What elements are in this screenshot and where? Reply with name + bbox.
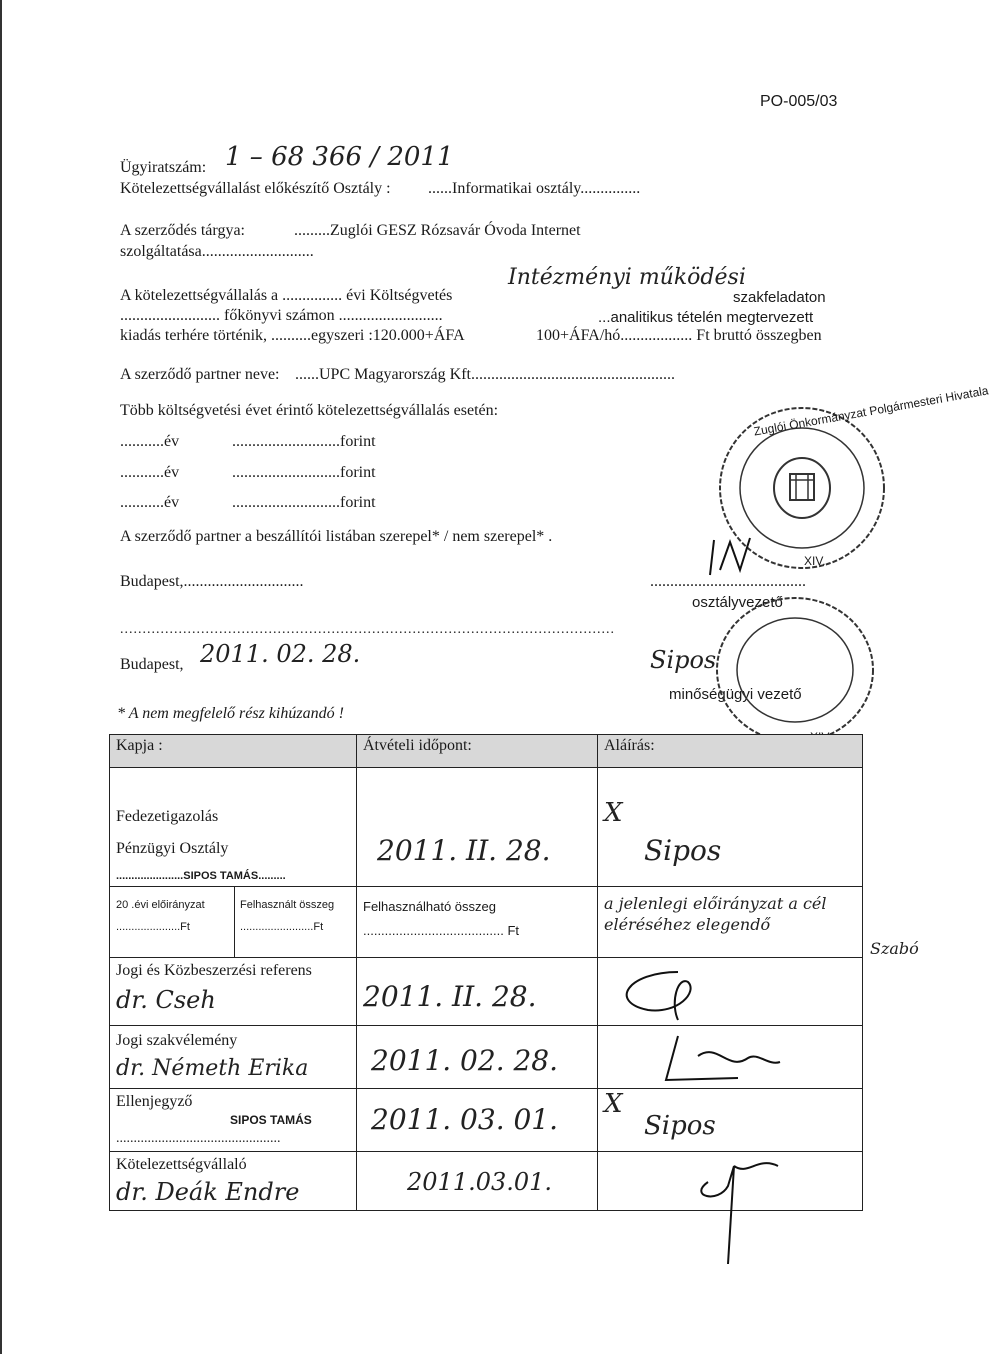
coverage-x-mark: X: [604, 798, 623, 828]
countersigner-signature: Sipos: [644, 1111, 716, 1141]
commitment-maker-date-handwritten: 2011.03.01.: [407, 1168, 553, 1196]
signature-scribble-icon: [688, 1146, 798, 1266]
quality-manager-caption: minőségügyi vezető: [669, 686, 802, 703]
left-margin-line: [0, 0, 2, 1354]
appropriation-ft: .....................Ft: [116, 921, 190, 933]
countersigner-name: SIPOS TAMÁS: [230, 1113, 312, 1127]
stamp-text: Zuglói Önkormányzat Polgármesteri Hivatala: [752, 383, 990, 439]
separator-dots: ..............................................................................................................: [120, 622, 615, 637]
multi-year-label: Több költségvetési évet érintő kötelezettségvállalás esetén:: [120, 402, 499, 419]
department-head-caption: osztályvezető: [692, 594, 783, 611]
commitment-line3: kiadás terhére történik, ..........egyszeri :120.000+ÁFA: [120, 327, 465, 344]
routing-table: [109, 734, 919, 1211]
col-header-signature: Aláírás:: [598, 735, 862, 767]
inner-divider: [234, 887, 235, 957]
used-amount-label: Felhasznált összeg: [240, 899, 335, 911]
available-amount-label: Felhasználható összeg: [363, 899, 496, 914]
countersigner-dots: ...............................................: [116, 1131, 281, 1146]
legal-opinion-signature: dr. Németh Erika: [116, 1056, 309, 1081]
coverage-label: Fedezetigazolás: [116, 808, 219, 825]
multi-year-row-year: ...........év: [120, 464, 180, 481]
finance-signature: Sipos: [644, 834, 722, 867]
signature-scribble-icon: [658, 1032, 788, 1084]
multi-year-row-year: ...........év: [120, 433, 180, 450]
commitment-line1-end: szakfeladaton: [733, 289, 826, 306]
commitment-line2-end: ...analitikus tételén megtervezett: [598, 309, 814, 326]
commitment-line3-end: 100+ÁFA/hó.................. Ft bruttó összegben: [536, 327, 822, 344]
document-code: PO-005/03: [760, 93, 838, 110]
used-amount-ft: ........................Ft: [240, 921, 324, 933]
multi-year-row-forint: ...........................forint: [232, 494, 376, 511]
procurement-referent-signature: dr. Cseh: [116, 986, 216, 1014]
signature-scribble-icon: [608, 962, 718, 1022]
legal-opinion-label: Jogi szakvélemény: [116, 1032, 238, 1049]
case-number-label: Ügyiratszám:: [120, 159, 207, 176]
signature-scribble-icon: [700, 530, 770, 580]
procurement-date-handwritten: 2011. II. 28.: [363, 980, 537, 1013]
multi-year-row-forint: ...........................forint: [232, 464, 376, 481]
countersigner-x-mark: X: [604, 1089, 623, 1119]
finance-dept-label: Pénzügyi Osztály: [116, 840, 229, 857]
partner-value: ......UPC Magyarország Kft...................................................: [295, 366, 675, 383]
col-header-recipient: Kapja :: [110, 735, 356, 767]
department-head-signature-line: .......................................: [650, 573, 806, 590]
appropriation-note-handwritten: a jelenlegi előirányzat a cél eléréséhez elegendő: [604, 894, 827, 934]
multi-year-row-forint: ...........................forint: [232, 433, 376, 450]
commitment-line2: ......................... főkönyvi számon ..........................: [120, 307, 443, 324]
preparing-department-label: Kötelezettségvállalást előkészítő Osztály :: [120, 180, 391, 197]
appropriation-note-signature: Szabó: [870, 939, 919, 958]
budapest-date-2-label: Budapest,: [120, 656, 184, 673]
partner-label: A szerződő partner neve:: [120, 366, 280, 383]
footnote: * A nem megfelelő rész kihúzandó !: [117, 705, 344, 722]
budapest-date-2-handwritten: 2011. 02. 28.: [200, 640, 361, 668]
stamp-sub: XIV.: [804, 554, 826, 568]
countersigner-label: Ellenjegyző: [116, 1093, 193, 1110]
budapest-date-1: Budapest,..............................: [120, 573, 304, 590]
budget-handwritten: Intézményi működési: [508, 265, 746, 290]
contract-subject-label: A szerződés tárgya:: [120, 222, 245, 239]
quality-manager-signature: Sipos: [650, 646, 717, 674]
appropriation-year-label: 20 .évi előirányzat: [116, 899, 205, 911]
preparing-department-value: ......Informatikai osztály...............: [428, 180, 641, 197]
multi-year-row-year: ...........év: [120, 494, 180, 511]
supplier-list-statement: A szerződő partner a beszállítói listában szerepel* / nem szerepel* .: [120, 528, 553, 545]
finance-date-handwritten: 2011. II. 28.: [377, 834, 551, 867]
procurement-referent-label: Jogi és Közbeszerzési referens: [116, 962, 312, 979]
commitment-line1: A kötelezettségvállalás a ............... évi Költségvetés: [120, 287, 453, 304]
col-header-received-time: Átvételi időpont:: [357, 735, 597, 767]
countersigner-date-handwritten: 2011. 03. 01.: [371, 1103, 559, 1136]
stamp-seal-icon: [710, 590, 880, 750]
contract-subject-value: .........Zuglói GESZ Rózsavár Óvoda Internet: [294, 222, 581, 239]
case-number-handwritten: 1 – 68 366 / 2011: [225, 142, 454, 172]
commitment-maker-signature: dr. Deák Endre: [116, 1178, 300, 1206]
contract-subject-value-cont: szolgáltatása............................: [120, 243, 314, 260]
available-amount-ft: ....................................... Ft: [363, 923, 520, 938]
commitment-maker-label: Kötelezettségvállaló: [116, 1156, 247, 1173]
legal-opinion-date-handwritten: 2011. 02. 28.: [371, 1044, 559, 1077]
finance-signer-name: ......................SIPOS TAMÁS.........: [116, 870, 286, 882]
official-stamp: [710, 590, 880, 750]
